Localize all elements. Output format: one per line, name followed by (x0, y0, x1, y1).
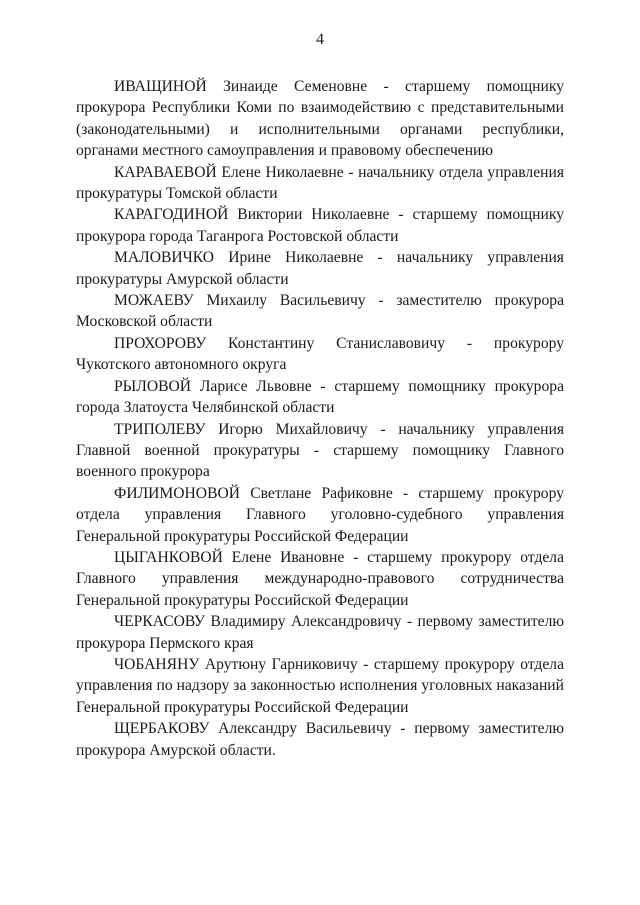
list-item: ЦЫГАНКОВОЙ Елене Ивановне - старшему прокурору отдела Главного управления международно-правового сотрудничества Генеральной прокуратуры Российской Федерации (76, 548, 564, 609)
list-item: ФИЛИМОНОВОЙ Светлане Рафиковне - старшему прокурору отдела управления Главного уголовно-судебного управления Генеральной прокуратуры Российской Федерации (76, 484, 564, 545)
list-item: РЫЛОВОЙ Ларисе Львовне - старшему помощнику прокурора города Златоуста Челябинской области (76, 377, 564, 417)
list-item: ЧЕРКАСОВУ Владимиру Александровичу - первому заместителю прокурора Пермского края (76, 613, 564, 652)
list-item: КАРАВАЕВОЙ Елене Николаевне - начальнику отдела управления прокуратуры Томской области (76, 163, 564, 203)
appointment-list (76, 76, 564, 761)
list-item: ЧОБАНЯНУ Арутюну Гарниковичу - старшему прокурору отдела управления по надзору за законностью исполнения уголовных наказаний Генеральной прокуратуры Российской Федерации (76, 655, 564, 716)
list-item: МОЖАЕВУ Михаилу Васильевичу - заместителю прокурора Московской области (76, 292, 564, 331)
list-item: ТРИПОЛЕВУ Игорю Михайловичу - начальнику управления Главной военной прокуратуры - старшему помощнику Главного военного прокурора (76, 420, 564, 481)
page-number: 4 (316, 31, 324, 48)
list-item: МАЛОВИЧКО Ирине Николаевне - начальнику управления прокуратуры Амурской области (76, 249, 564, 288)
list-item: ПРОХОРОВУ Константину Станиславовичу - прокурору Чукотского автономного округа (76, 334, 564, 374)
list-item: ИВАЩИНОЙ Зинаиде Семеновне - старшему помощнику прокурора Республики Коми по взаимодействию с представительными (законодательными) и исполнительными органами республики, органами местного самоуправления и правовому обеспечению (76, 78, 564, 160)
list-item: ЩЕРБАКОВУ Александру Васильевичу - первому заместителю прокурора Амурской области. (76, 720, 564, 759)
list-item: КАРАГОДИНОЙ Виктории Николаевне - старшему помощнику прокурора города Таганрога Ростовской области (76, 206, 564, 245)
